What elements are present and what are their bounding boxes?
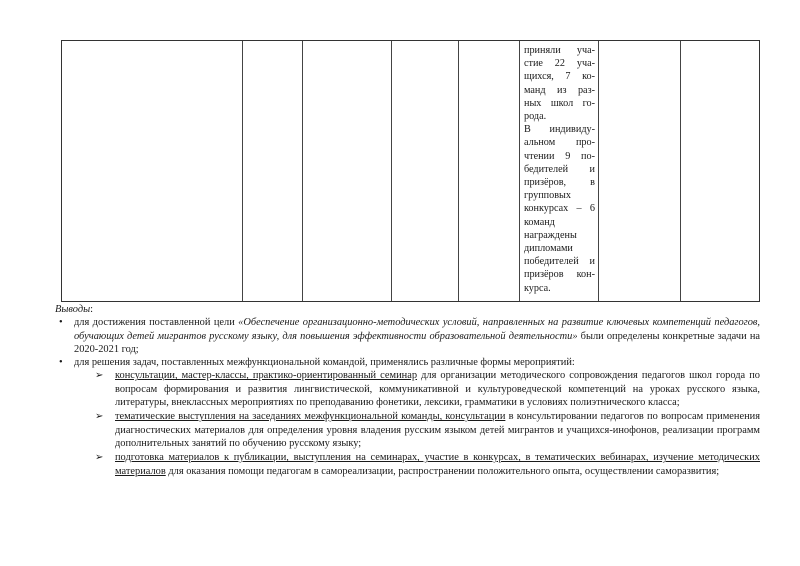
- table-cell-results: [520, 41, 599, 301]
- table-cell-2: [243, 41, 303, 301]
- cell-line: конкурсах – 6: [524, 203, 595, 215]
- sub-item-underlined: подготовка материалов к публикации, выступления на семинарах, участие в конкурсах, в тематических вебинарах, изучение методических материалов: [115, 452, 760, 477]
- cell-line: бедителей и: [524, 163, 595, 175]
- sub-item-text: для организации методического сопровождения педагогов школ города по вопросам формирования и развития лингвистической, коммуникативной и культуроведческой компетенций на уроках русского языка, литературы, внеклассных мероприятиях по преподаванию фонетики, лексики, грамматики в условиях полиэтнического класса;: [115, 370, 760, 409]
- conclusions-section: [55, 303, 760, 479]
- cell-line: победителей и: [524, 256, 595, 268]
- cell-line: альном про-: [524, 137, 595, 149]
- sub-item-text: в консультировании педагогов по вопросам применения диагностических материалов для определения уровня владения русским языком детей мигрантов и учащихся-инофонов, реализации программ дополнительных занятий по обучению русскому языку;: [115, 411, 760, 449]
- conclusion-item-goal: [55, 316, 760, 356]
- cell-line: стие 22 уча-: [524, 58, 595, 70]
- cell-line: дипломами: [524, 243, 573, 255]
- conclusions-heading: [55, 303, 760, 316]
- sub-item-underlined: тематические выступления на заседаниях межфункциональной команды, консультации: [115, 411, 506, 423]
- sub-item-consultations: [95, 369, 760, 409]
- cell-line: В индивиду-: [524, 124, 595, 136]
- conclusion-item-forms: [55, 356, 760, 369]
- table-cell-8: [681, 41, 759, 301]
- goal-quote: «Обеспечение организационно-методических условий, направленных на развитие ключевых компетенций педагогов, обучающих детей мигрантов русскому языку, для повышения эффективности образовательной деятельности»: [74, 317, 761, 342]
- results-cell-text: [520, 41, 598, 295]
- arrow-bullet-icon: ➢: [95, 452, 104, 464]
- cell-line: чтении 9 по-: [524, 150, 595, 162]
- cell-line: призёров, в: [524, 177, 595, 189]
- sub-item-underlined: консультации, мастер-классы, практико-ориентированный семинар: [115, 370, 418, 382]
- item-text: были определены конкретные задачи на 2020-2021 год;: [74, 330, 760, 355]
- bullet-icon: •: [59, 317, 63, 329]
- cell-line: курса.: [524, 282, 551, 294]
- sub-item-thematic-talks: [95, 410, 760, 450]
- heading-colon: :: [90, 304, 93, 315]
- cell-line: призёров кон-: [524, 269, 595, 281]
- table-cell-1: [62, 41, 243, 301]
- table-cell-4: [392, 41, 459, 301]
- cell-line: приняли уча-: [524, 45, 595, 56]
- cell-line: групповых: [524, 190, 571, 202]
- bullet-icon: •: [59, 357, 63, 369]
- sub-item-publications: [95, 451, 760, 478]
- cell-line: щихся, 7 ко-: [524, 71, 595, 83]
- forms-sub-list: [95, 369, 760, 477]
- cell-line: ных школ го-: [524, 97, 595, 109]
- arrow-bullet-icon: ➢: [95, 411, 104, 423]
- item-text: для решения задач, поставленных межфункциональной командой, применялись различные формы мероприятий:: [74, 357, 575, 369]
- item-text: для достижения поставленной цели: [74, 317, 239, 329]
- cell-line: команд: [524, 216, 555, 228]
- cell-line: награждены: [524, 229, 577, 241]
- table-cell-5: [459, 41, 520, 301]
- sub-item-text: для оказания помощи педагогам в самореализации, распространении положительного опыта, осуществлении саморазвития;: [165, 465, 720, 477]
- heading-text: Выводы: [55, 304, 91, 315]
- arrow-bullet-icon: ➢: [95, 370, 104, 382]
- results-table: [61, 40, 760, 302]
- table-cell-7: [599, 41, 681, 301]
- table-cell-3: [303, 41, 392, 301]
- cell-line: манд из раз-: [524, 84, 595, 96]
- cell-line: рода.: [524, 111, 547, 123]
